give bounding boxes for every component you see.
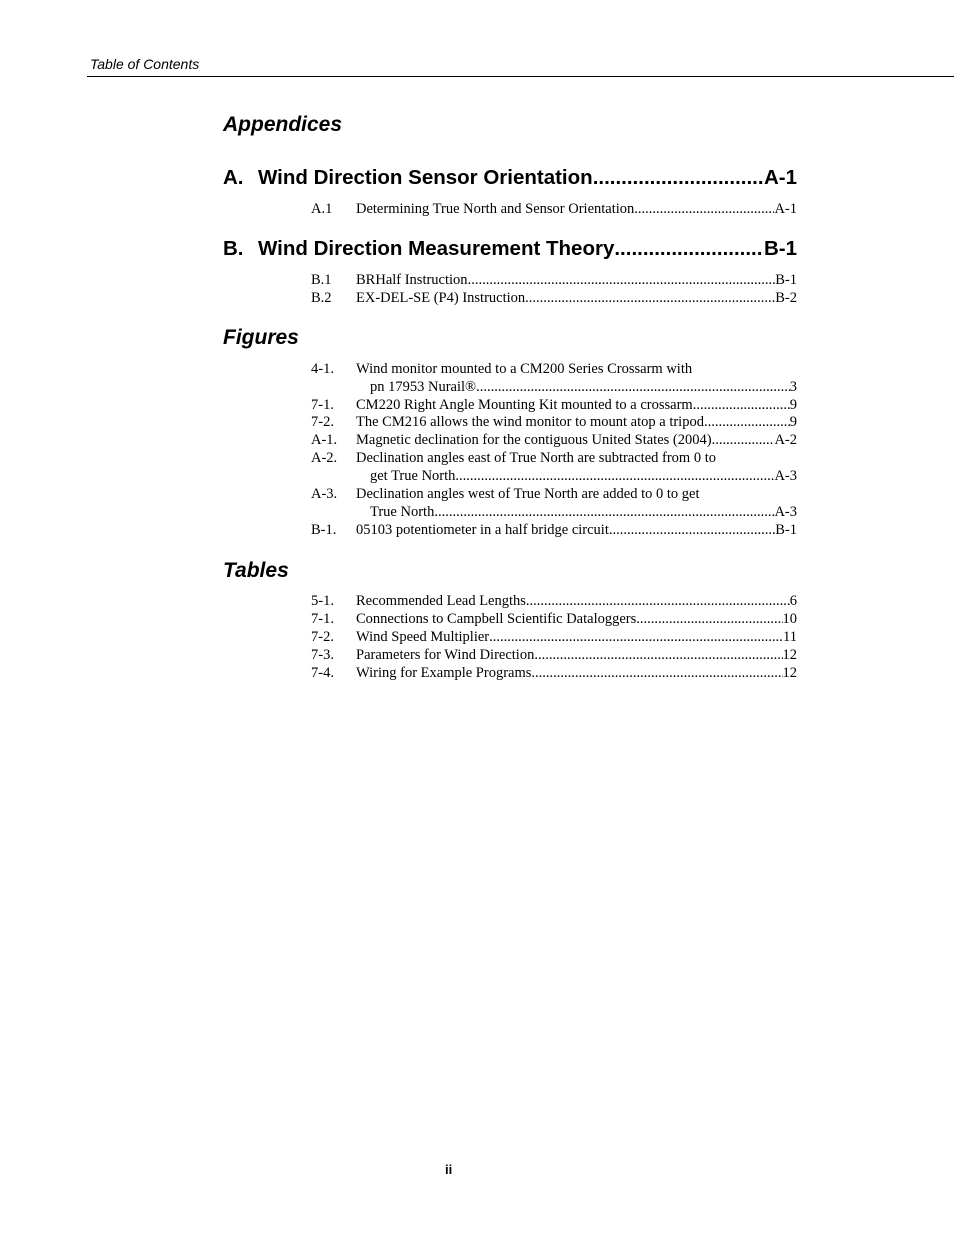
entry-number: 4-1. [311, 361, 334, 377]
dot-leader [636, 610, 782, 628]
toc-entry-fig-7-2[interactable] [311, 413, 797, 431]
entry-number: 7-1. [311, 611, 334, 627]
entry-number: B-1. [311, 522, 337, 538]
dot-leader [634, 200, 774, 218]
header-rule [87, 76, 954, 77]
toc-entry-fig-a-1[interactable] [311, 431, 797, 449]
toc-entry-fig-a-3[interactable] [311, 485, 797, 521]
dot-leader [693, 396, 790, 414]
page-number: ii [445, 1162, 453, 1177]
dot-leader [614, 237, 764, 261]
toc-entry-table-7-3[interactable] [311, 646, 797, 664]
entry-page: A-1 [774, 201, 797, 217]
dot-leader [609, 521, 775, 539]
entry-page: 10 [782, 611, 797, 627]
entry-number: A-1. [311, 432, 338, 448]
entry-page: 6 [789, 593, 797, 609]
entry-text: Determining True North and Sensor Orientation [356, 201, 635, 217]
toc-entry-table-7-4[interactable] [311, 664, 797, 682]
appendix-page: A-1 [763, 166, 797, 189]
toc-entry-fig-7-1[interactable] [311, 396, 797, 414]
dot-leader [704, 413, 790, 431]
dot-leader [526, 592, 790, 610]
appendix-letter: A. [223, 166, 244, 189]
entry-text: The CM216 allows the wind monitor to mount atop a tripod [356, 414, 704, 430]
dot-leader [476, 378, 790, 396]
appendix-letter: B. [223, 237, 244, 260]
entry-text: Wiring for Example Programs [356, 665, 532, 681]
appendix-b-heading[interactable] [223, 237, 797, 261]
entry-number: 7-2. [311, 414, 334, 430]
dot-leader [534, 646, 782, 664]
entry-text: Parameters for Wind Direction [356, 647, 535, 663]
entry-page: 11 [783, 629, 797, 645]
dot-leader [593, 166, 764, 190]
toc-entry-fig-a-2[interactable] [311, 449, 797, 485]
entry-number: B.2 [311, 290, 332, 306]
tables-title: Tables [223, 559, 289, 582]
dot-leader [455, 467, 774, 485]
appendix-a-heading[interactable] [223, 166, 797, 190]
entry-text-line1: Wind monitor mounted to a CM200 Series Crossarm with [356, 361, 693, 377]
toc-entry-b1[interactable] [311, 271, 797, 289]
toc-entry-table-7-2[interactable] [311, 628, 797, 646]
dot-leader [434, 503, 774, 521]
figures-title: Figures [223, 326, 299, 349]
entry-text: Magnetic declination for the contiguous United States (2004) [356, 432, 712, 448]
entry-text: Recommended Lead Lengths [356, 593, 526, 609]
entry-page: A-3 [774, 504, 797, 520]
entry-text: Wind Speed Multiplier [356, 629, 490, 645]
entry-text-line1: Declination angles west of True North are added to 0 to get [356, 486, 700, 502]
entry-text: 05103 potentiometer in a half bridge circuit [356, 522, 609, 538]
entry-page: 9 [789, 397, 797, 413]
appendix-page: B-1 [763, 237, 797, 260]
entry-number: A.1 [311, 201, 333, 217]
entry-number: 7-1. [311, 397, 334, 413]
appendix-title: Wind Direction Sensor Orientation [258, 166, 593, 189]
entry-page: B-1 [775, 272, 797, 288]
entry-text: get True North [370, 468, 456, 484]
toc-entry-fig-b-1[interactable] [311, 521, 797, 539]
entry-page: 3 [789, 379, 797, 395]
toc-entry-fig-4-1[interactable] [311, 360, 797, 396]
entry-text-line1: Declination angles east of True North are subtracted from 0 to [356, 450, 716, 466]
entry-number: 5-1. [311, 593, 334, 609]
entry-text: CM220 Right Angle Mounting Kit mounted to a crossarm [356, 397, 693, 413]
entry-page: B-2 [775, 290, 797, 306]
appendices-title: Appendices [223, 113, 343, 136]
entry-number: 7-3. [311, 647, 334, 663]
entry-page: A-2 [774, 432, 797, 448]
entry-text: BRHalf Instruction [356, 272, 468, 288]
entry-text: Connections to Campbell Scientific Dataloggers [356, 611, 637, 627]
dot-leader [531, 664, 782, 682]
entry-page: 9 [789, 414, 797, 430]
toc-entry-table-5-1[interactable] [311, 592, 797, 610]
entry-number: B.1 [311, 272, 332, 288]
appendix-title: Wind Direction Measurement Theory [258, 237, 615, 260]
dot-leader [468, 271, 776, 289]
dot-leader [489, 628, 783, 646]
entry-page: 12 [782, 665, 797, 681]
dot-leader [712, 431, 775, 449]
entry-text: EX-DEL-SE (P4) Instruction [356, 290, 526, 306]
toc-entry-table-7-1[interactable] [311, 610, 797, 628]
toc-entry-b2[interactable] [311, 289, 797, 307]
entry-page: A-3 [774, 468, 797, 484]
entry-number: 7-2. [311, 629, 334, 645]
entry-page: B-1 [775, 522, 797, 538]
entry-number: 7-4. [311, 665, 334, 681]
dot-leader [525, 289, 775, 307]
entry-page: 12 [782, 647, 797, 663]
toc-entry-a1[interactable] [311, 200, 797, 218]
entry-text: True North [370, 504, 435, 520]
running-header: Table of Contents [90, 56, 200, 72]
entry-number: A-3. [311, 486, 338, 502]
entry-number: A-2. [311, 450, 338, 466]
entry-text: pn 17953 Nurail® [370, 379, 477, 395]
